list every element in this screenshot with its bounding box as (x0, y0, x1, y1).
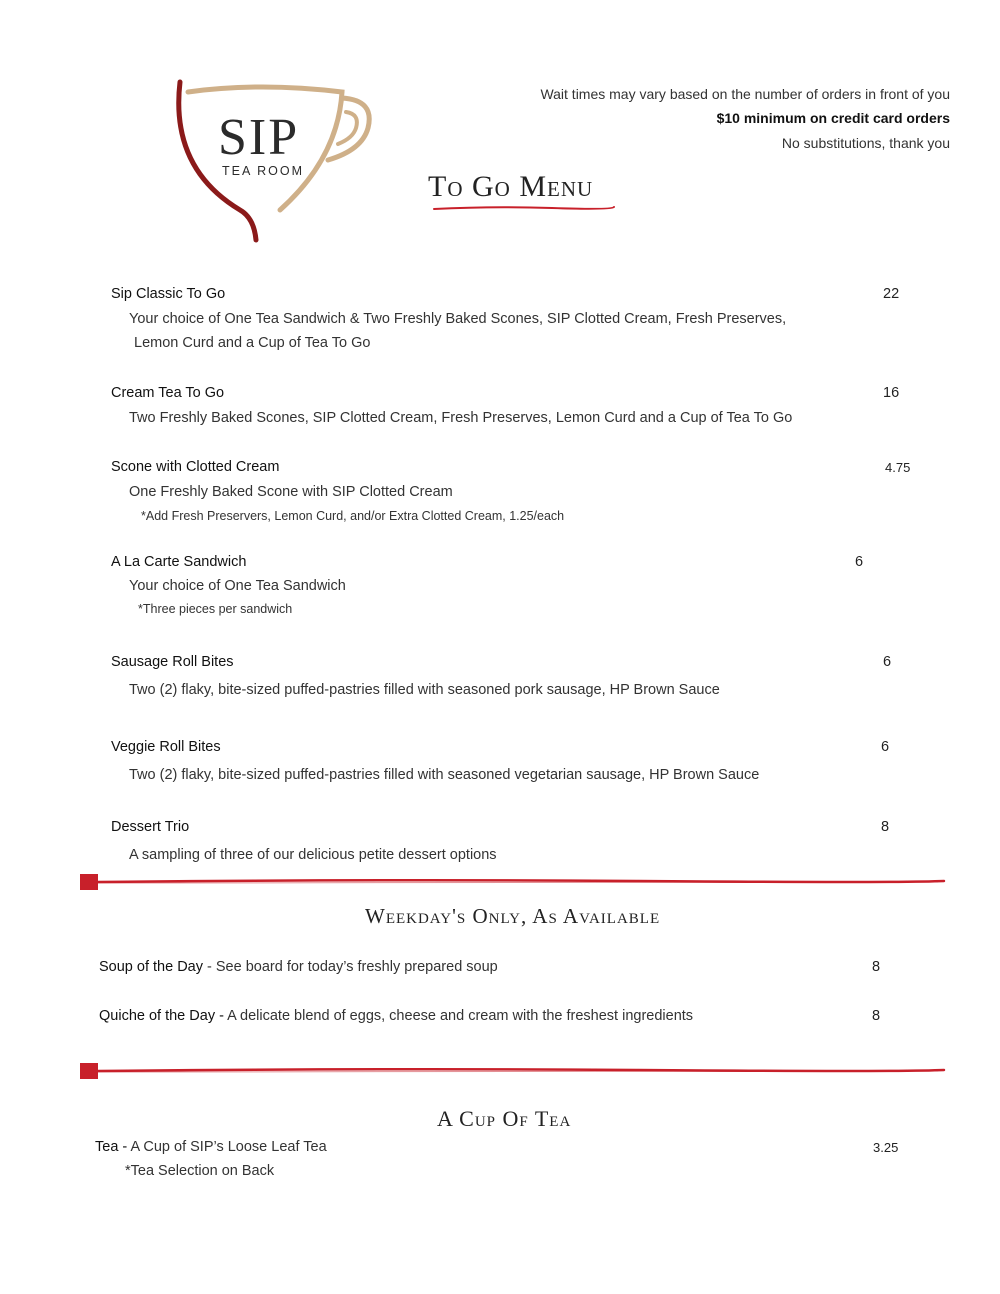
item-price: 8 (872, 959, 881, 975)
wait-time-notice: Wait times may vary based on the number of orders in front of you (540, 86, 950, 102)
menu-title: To Go Menu (428, 170, 594, 203)
logo-brand: SIP (218, 109, 300, 166)
item-name: Dessert Trio (111, 819, 190, 835)
item-name: Scone with Clotted Cream (111, 459, 280, 475)
no-substitutions-notice: No substitutions, thank you (781, 135, 950, 151)
item-note: *Tea Selection on Back (125, 1163, 275, 1179)
logo (170, 78, 380, 248)
item-description: Two (2) flaky, bite-sized puffed-pastries filled with seasoned vegetarian sausage, HP Brown Sauce (129, 767, 760, 783)
logo-subtitle: TEA ROOM (222, 164, 304, 178)
item-price: 4.75 (885, 460, 911, 475)
section-divider (78, 872, 948, 892)
item-name: Quiche of the Day - (99, 1008, 224, 1024)
item-description: Two (2) flaky, bite-sized puffed-pastries filled with seasoned pork sausage, HP Brown Sauce (129, 682, 720, 698)
weekday-item (99, 1008, 693, 1024)
item-name: Cream Tea To Go (111, 385, 225, 401)
title-underline (432, 204, 616, 212)
item-price: 6 (883, 654, 892, 670)
item-price: 8 (881, 819, 890, 835)
tea-section-title: A Cup Of Tea (437, 1106, 572, 1131)
item-description: Two Freshly Baked Scones, SIP Clotted Cream, Fresh Preserves, Lemon Curd and a Cup of Tea To Go (129, 410, 793, 426)
item-price: 6 (855, 554, 864, 570)
item-price: 22 (883, 286, 900, 302)
item-description: Lemon Curd and a Cup of Tea To Go (134, 335, 371, 351)
item-name: Veggie Roll Bites (111, 739, 221, 755)
item-description: One Freshly Baked Scone with SIP Clotted Cream (129, 484, 453, 500)
weekday-section-title: Weekday's Only, As Available (365, 904, 661, 928)
item-description: A Cup of SIP’s Loose Leaf Tea (127, 1139, 327, 1155)
weekday-item (99, 959, 498, 975)
item-description: Your choice of One Tea Sandwich (129, 578, 346, 594)
item-note: *Three pieces per sandwich (138, 602, 293, 616)
item-name: Soup of the Day (99, 959, 203, 975)
item-description: Your choice of One Tea Sandwich & Two Freshly Baked Scones, SIP Clotted Cream, Fresh Preserves, (129, 311, 787, 327)
item-price: 6 (881, 739, 890, 755)
item-price: 3.25 (873, 1140, 899, 1155)
credit-card-minimum-notice: $10 minimum on credit card orders (716, 110, 950, 126)
item-description: A delicate blend of eggs, cheese and cream with the freshest ingredients (223, 1008, 694, 1024)
item-name: Tea - (95, 1139, 128, 1155)
item-description: - See board for today’s freshly prepared soup (203, 959, 498, 975)
item-price: 8 (872, 1008, 881, 1024)
item-name: Sip Classic To Go (111, 286, 226, 302)
item-price: 16 (883, 385, 900, 401)
item-name: Sausage Roll Bites (111, 654, 234, 670)
item-description: A sampling of three of our delicious petite dessert options (129, 847, 497, 863)
section-divider (78, 1061, 948, 1081)
item-name: A La Carte Sandwich (111, 554, 247, 570)
tea-item (95, 1139, 327, 1155)
item-note: *Add Fresh Preservers, Lemon Curd, and/or Extra Clotted Cream, 1.25/each (141, 509, 565, 523)
